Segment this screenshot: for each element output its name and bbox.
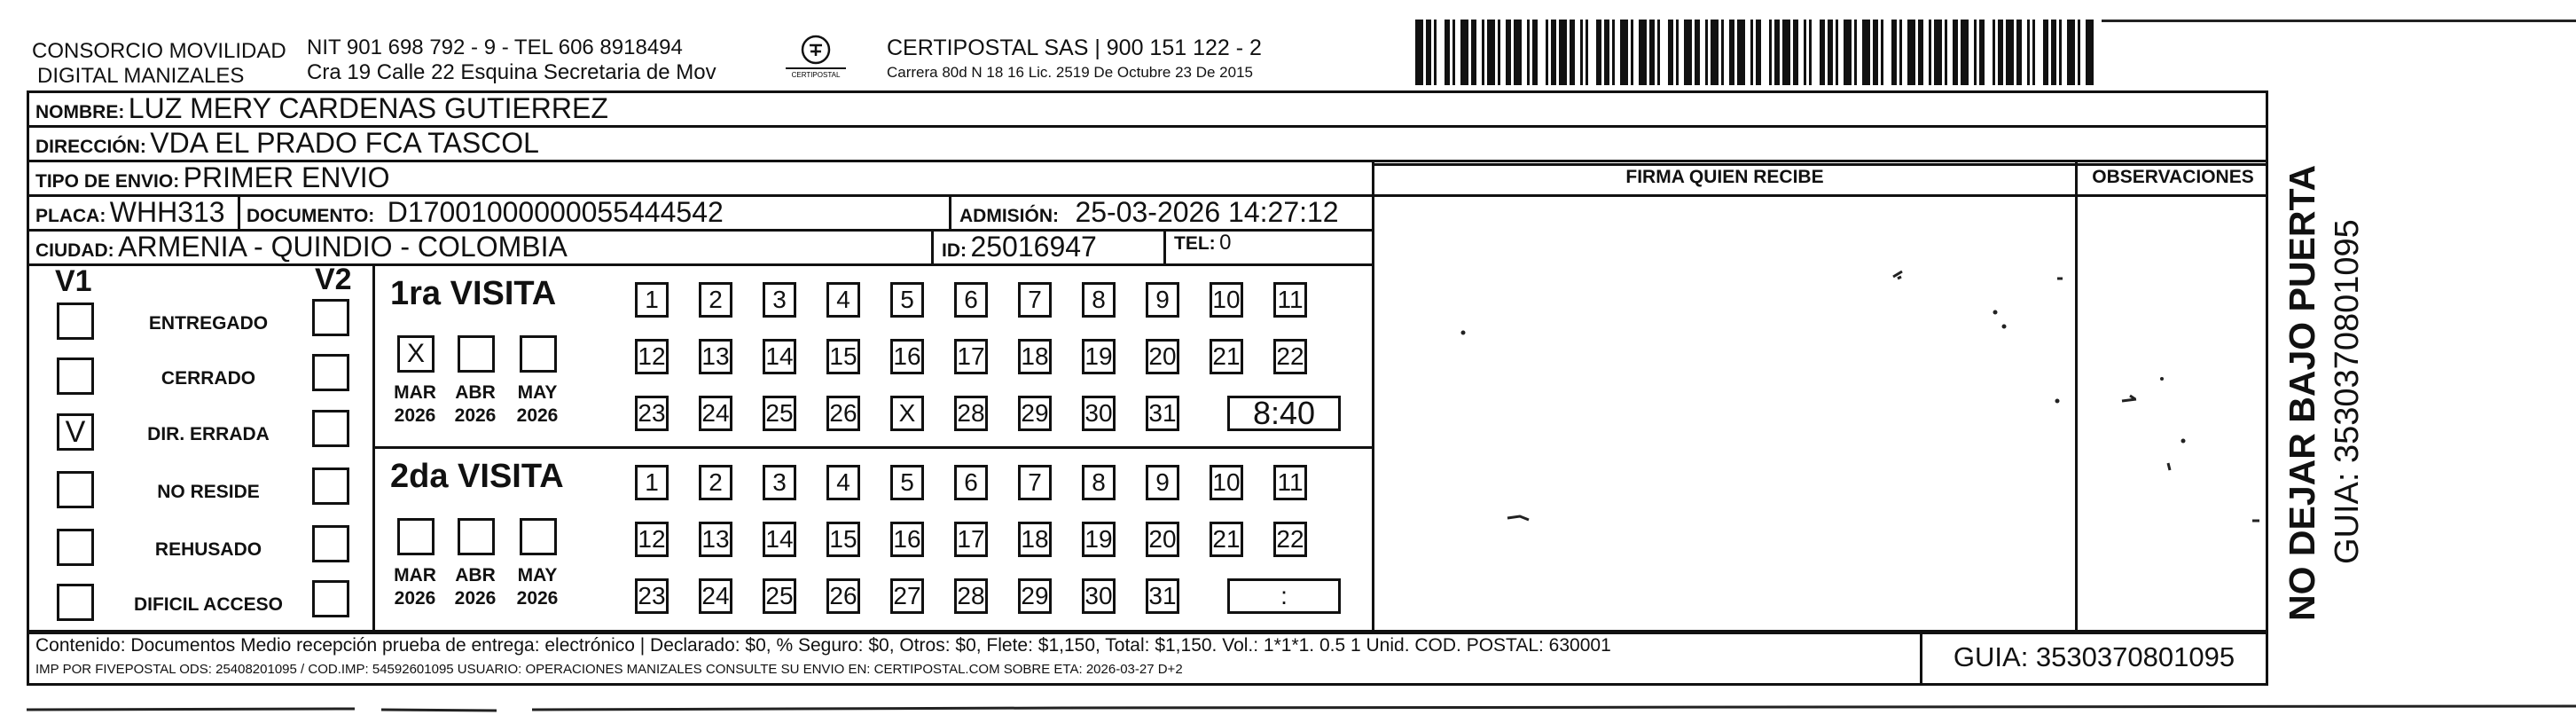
barcode-bar [1820,20,1825,85]
month-label [388,564,442,610]
day-box[interactable]: 26 [826,396,860,431]
day-box[interactable]: 2 [699,465,732,500]
nit-line: NIT 901 698 792 - 9 - TEL 606 8918494 [307,35,683,59]
day-box[interactable]: 15 [826,522,860,557]
day-box[interactable]: 17 [954,522,988,557]
barcode-bar [1426,20,1431,85]
v2-checkbox[interactable] [312,354,349,391]
address-line: Cra 19 Calle 22 Esquina Secretaria de Mov [307,60,716,84]
day-box[interactable]: 22 [1273,522,1307,557]
v1-checkbox[interactable] [57,471,94,508]
contenido-line: Contenido: Documentos Medio recepción prueba de entrega: electrónico | Declarado: $0, % Seguro: $0, Otros: $0, Flete: $1,150, Total: $1,150. Vol.: 1*1*1. 0.5 1 Unid. COD. POSTAL: 630001 [35,635,1611,656]
visit-title: 2da VISITA [390,458,564,495]
day-box[interactable]: 7 [1018,282,1052,318]
barcode-bar [1527,20,1530,85]
barcode-bar [1918,20,1923,85]
day-box[interactable]: 10 [1210,282,1243,318]
company-line-1: CONSORCIO MOVILIDAD [32,39,286,63]
barcode-bar [1862,20,1870,85]
id-value: 25016947 [970,231,1097,263]
day-box[interactable]: 14 [763,339,796,374]
month-name: ABR [455,382,496,403]
day-box[interactable]: 31 [1146,396,1179,431]
row-divider [1374,163,2268,166]
imp-line: IMP POR FIVEPOSTAL ODS: 25408201095 / COD.IMP: 54592601095 USUARIO: OPERACIONES MANIZALES CONSULTE SU ENVIO EN: CERTIPOSTAL.COM SOBRE ETA: 2026-03-27 D+2 [35,662,1183,677]
firma-header: FIRMA QUIEN RECIBE [1625,167,1824,187]
barcode-bar [1854,20,1857,85]
ciudad-row [35,231,568,263]
day-box[interactable]: 9 [1146,465,1179,500]
certipostal-logo [780,34,851,82]
month-checkbox[interactable] [458,335,495,373]
barcode-bar [1570,20,1575,85]
barcode-bar [1668,20,1673,85]
barcode-bar [1639,20,1647,85]
status-label: ENTREGADO [148,313,269,334]
day-box[interactable]: 31 [1146,578,1179,614]
barcode-bar [1506,20,1511,85]
documento-label: DOCUMENTO: [247,206,375,226]
day-box[interactable]: 7 [1018,465,1052,500]
barcode-bar [1836,20,1838,85]
month-year: 2026 [454,405,497,426]
barcode-bar [2086,20,2094,85]
day-box[interactable]: 28 [954,578,988,614]
day-box[interactable]: 15 [826,339,860,374]
month-checkbox[interactable] [397,335,435,373]
status-label: NO RESIDE [157,482,260,502]
day-box[interactable]: 19 [1082,522,1116,557]
day-box[interactable]: 27 [890,578,924,614]
day-box[interactable]: 4 [826,465,860,500]
month-label [449,381,502,428]
footer-border [27,630,29,686]
barcode-bar [1891,20,1897,85]
barcode-bar [1881,20,1883,85]
barcode-bar [1705,20,1708,85]
barcode-bar [1586,20,1588,85]
month-checkbox[interactable] [520,518,557,555]
month-checkbox[interactable] [397,518,435,555]
direccion-row [35,127,539,160]
barcode-bar [2006,20,2014,85]
barcode-bar [1631,20,1633,85]
barcode-bar [2078,20,2080,85]
barcode-bar [1482,20,1484,85]
barcode-bar [1828,20,1833,85]
admision-value: 25-03-2026 14:27:12 [1075,196,1339,228]
barcode-bar [1804,20,1806,85]
barcode-bar [1961,20,1969,85]
carrier-info [887,35,1262,85]
day-box[interactable]: 4 [826,282,860,318]
barcode-bar [1721,20,1724,85]
month-year: 2026 [394,588,436,609]
barcode-bar [2051,20,2056,85]
month-year: 2026 [516,405,559,426]
day-box[interactable]: 28 [954,396,988,431]
barcode-bar [1750,20,1753,85]
barcode-bar [1596,20,1601,85]
barcode-bar [1756,20,1761,85]
day-box[interactable]: 16 [890,339,924,374]
barcode-bar [2059,20,2062,85]
col-divider [931,229,934,263]
month-label [511,564,564,610]
barcode-bar [1974,20,1977,85]
day-box[interactable]: 13 [699,339,732,374]
logo-text: CERTIPOSTAL [791,71,841,79]
ciudad-value: ARMENIA - QUINDIO - COLOMBIA [118,231,568,263]
day-box[interactable]: 21 [1210,339,1243,374]
direccion-label: DIRECCIÓN: [35,137,146,157]
barcode-bar [1945,20,1947,85]
month-name: MAR [394,565,436,585]
v1-checkbox[interactable] [57,413,94,451]
barcode-bar [1434,20,1437,85]
barcode-bar [1580,20,1583,85]
signature-area [1374,197,2266,628]
documento-value: D17001000000055444542 [387,196,724,228]
footer-border [2266,630,2268,686]
barcode-bar [1934,20,1942,85]
tel-value: 0 [1219,231,1232,255]
month-label [388,381,442,428]
visit-title: 1ra VISITA [390,275,557,312]
day-box[interactable]: 13 [699,522,732,557]
day-box[interactable]: 26 [826,578,860,614]
barcode-bar [1620,20,1628,85]
barcode-bar [2016,20,2022,85]
month-year: 2026 [454,588,497,609]
month-year: 2026 [516,588,559,609]
tel-row [1174,231,1231,255]
day-box[interactable]: 11 [1273,282,1307,318]
barcode-bar [1676,20,1679,85]
placa-row [35,196,225,229]
admision-row [959,196,1339,229]
day-box[interactable]: 30 [1082,578,1116,614]
barcode-bar [1684,20,1692,85]
barcode-bar [1737,20,1745,85]
day-box[interactable]: 21 [1210,522,1243,557]
row-divider [27,263,1374,266]
col-divider [1163,229,1166,263]
barcode-bar [1487,20,1495,85]
v2-checkbox[interactable] [312,299,349,336]
company-name [32,39,286,89]
barcode-bar [2067,20,2075,85]
status-label: CERRADO [161,368,256,389]
v1-mark: V [65,415,86,449]
v2-header: V2 [315,263,352,296]
barcode-bar [1695,20,1700,85]
barcode-bar [1471,20,1476,85]
guia-box: GUIA: 3530370801095 [1953,641,2235,672]
barcode-bar [1415,20,1423,85]
day-box[interactable]: 22 [1273,339,1307,374]
ciudad-label: CIUDAD: [35,240,114,261]
month-checkbox[interactable] [458,518,495,555]
status-label: DIFICIL ACCESO [133,594,283,615]
v1-header: V1 [55,264,92,298]
barcode-bar [1649,20,1655,85]
barcode-bar [2043,20,2048,85]
day-box[interactable]: 17 [954,339,988,374]
tipo-envio-label: TIPO DE ENVIO: [35,171,180,192]
day-box[interactable]: 29 [1018,578,1052,614]
barcode-bar [1899,20,1902,85]
id-label: ID: [942,240,967,261]
barcode-bar [1551,20,1556,85]
barcode-bar [1953,20,1958,85]
day-box[interactable]: 14 [763,522,796,557]
v1-checkbox[interactable] [57,302,94,340]
barcode-bar [1769,20,1772,85]
col-divider [949,194,951,229]
company-line-2: DIGITAL MANIZALES [37,64,245,88]
barcode-bar [1514,20,1522,85]
day-box[interactable]: 24 [699,578,732,614]
observaciones-header: OBSERVACIONES [2092,167,2254,187]
status-label: REHUSADO [154,539,262,560]
time-box[interactable]: 8:40 [1227,396,1341,431]
barcode-bar [1907,20,1915,85]
barcode-bar [1604,20,1609,85]
month-year: 2026 [394,405,436,426]
day-box[interactable]: 8 [1082,465,1116,500]
documento-row [247,196,724,229]
month-name: MAR [394,382,436,403]
nombre-row [35,92,608,125]
barcode-bar [1793,20,1798,85]
month-name: MAY [517,382,558,403]
barcode-bar [1559,20,1567,85]
day-box[interactable]: 6 [954,465,988,500]
tipo-envio-value: PRIMER ENVIO [183,161,390,193]
day-box[interactable]: 3 [763,282,796,318]
day-box[interactable]: 9 [1146,282,1179,318]
company-contact [307,35,716,85]
barcode-bar [1998,20,2003,85]
time-box[interactable]: : [1227,578,1341,614]
barcode [1412,20,2094,87]
nombre-value: LUZ MERY CARDENAS GUTIERREZ [128,92,608,124]
col-divider [238,194,240,229]
month-name: MAY [517,565,558,585]
day-box[interactable]: 25 [763,578,796,614]
barcode-bar [1774,20,1780,85]
barcode-bar [2027,20,2030,85]
day-box[interactable]: 16 [890,522,924,557]
month-label [449,564,502,610]
barcode-bar [1532,20,1538,85]
direccion-value: VDA EL PRADO FCA TASCOL [150,127,539,159]
barcode-bar [1729,20,1734,85]
v2-checkbox[interactable] [312,468,349,505]
id-row [942,231,1097,263]
day-box[interactable]: 12 [635,339,669,374]
day-box[interactable]: 30 [1082,396,1116,431]
day-box[interactable]: 10 [1210,465,1243,500]
day-box[interactable]: 11 [1273,465,1307,500]
day-box[interactable] [890,396,924,431]
v2-checkbox[interactable] [312,410,349,447]
day-box[interactable]: 5 [890,465,924,500]
status-label: DIR. ERRADA [147,424,270,444]
day-box[interactable]: 2 [699,282,732,318]
v1-checkbox[interactable] [57,529,94,566]
v1-checkbox[interactable] [57,358,94,395]
row-divider [27,683,2268,686]
day-box[interactable]: 29 [1018,396,1052,431]
day-mark: X [898,399,916,427]
day-box[interactable]: 12 [635,522,669,557]
day-box[interactable]: 8 [1082,282,1116,318]
tel-label: TEL: [1174,233,1216,254]
row-divider [27,630,2268,632]
v2-checkbox[interactable] [312,580,349,617]
day-box[interactable]: 23 [635,578,669,614]
day-box[interactable]: 18 [1018,339,1052,374]
carrier-line-2: Carrera 80d N 18 16 Lic. 2519 De Octubre 23 De 2015 [887,64,1253,81]
month-name: ABR [455,565,496,585]
barcode-bar [1782,20,1790,85]
day-box[interactable]: 19 [1082,339,1116,374]
barcode-bar [1844,20,1852,85]
no-dejar-bajo-puerta: NO DEJAR BAJO PUERTA [2282,164,2322,621]
nombre-label: NOMBRE: [35,102,125,122]
top-edge [2102,20,2576,25]
day-box[interactable]: 1 [635,282,669,318]
barcode-bar [1711,20,1719,85]
barcode-bar [1657,20,1660,85]
barcode-bar [1929,20,1931,85]
placa-value: WHH313 [109,196,225,228]
barcode-bar [1452,20,1455,85]
barcode-bar [1498,20,1500,85]
day-box[interactable]: 5 [890,282,924,318]
carrier-line-1: CERTIPOSTAL SAS | 900 151 122 - 2 [887,35,1262,60]
day-box[interactable]: 6 [954,282,988,318]
barcode-bar [1979,20,1985,85]
month-checkbox[interactable] [520,335,557,373]
day-box[interactable]: 20 [1146,522,1179,557]
bottom-edge [0,701,2576,715]
day-box[interactable]: 18 [1018,522,1052,557]
barcode-bar [1445,20,1450,85]
barcode-bar [1873,20,1878,85]
placa-label: PLACA: [35,206,106,226]
v1-checkbox[interactable] [57,584,94,621]
barcode-bar [1993,20,1995,85]
day-box[interactable]: 3 [763,465,796,500]
barcode-bar [1809,20,1812,85]
month-label [511,381,564,428]
barcode-bar [1612,20,1615,85]
visit-divider [372,446,1374,449]
day-box[interactable]: 25 [763,396,796,431]
barcode-bar [1546,20,1548,85]
day-box[interactable]: 1 [635,465,669,500]
side-guia: GUIA: 3530370801095 [2329,219,2366,564]
month-mark: X [406,339,425,368]
admision-label: ADMISIÓN: [959,206,1059,226]
day-box[interactable]: 24 [699,396,732,431]
tipo-envio-row [35,161,390,194]
day-box[interactable]: 20 [1146,339,1179,374]
v2-checkbox[interactable] [312,525,349,562]
barcode-bar [1460,20,1468,85]
day-box[interactable]: 23 [635,396,669,431]
barcode-bar [2032,20,2035,85]
